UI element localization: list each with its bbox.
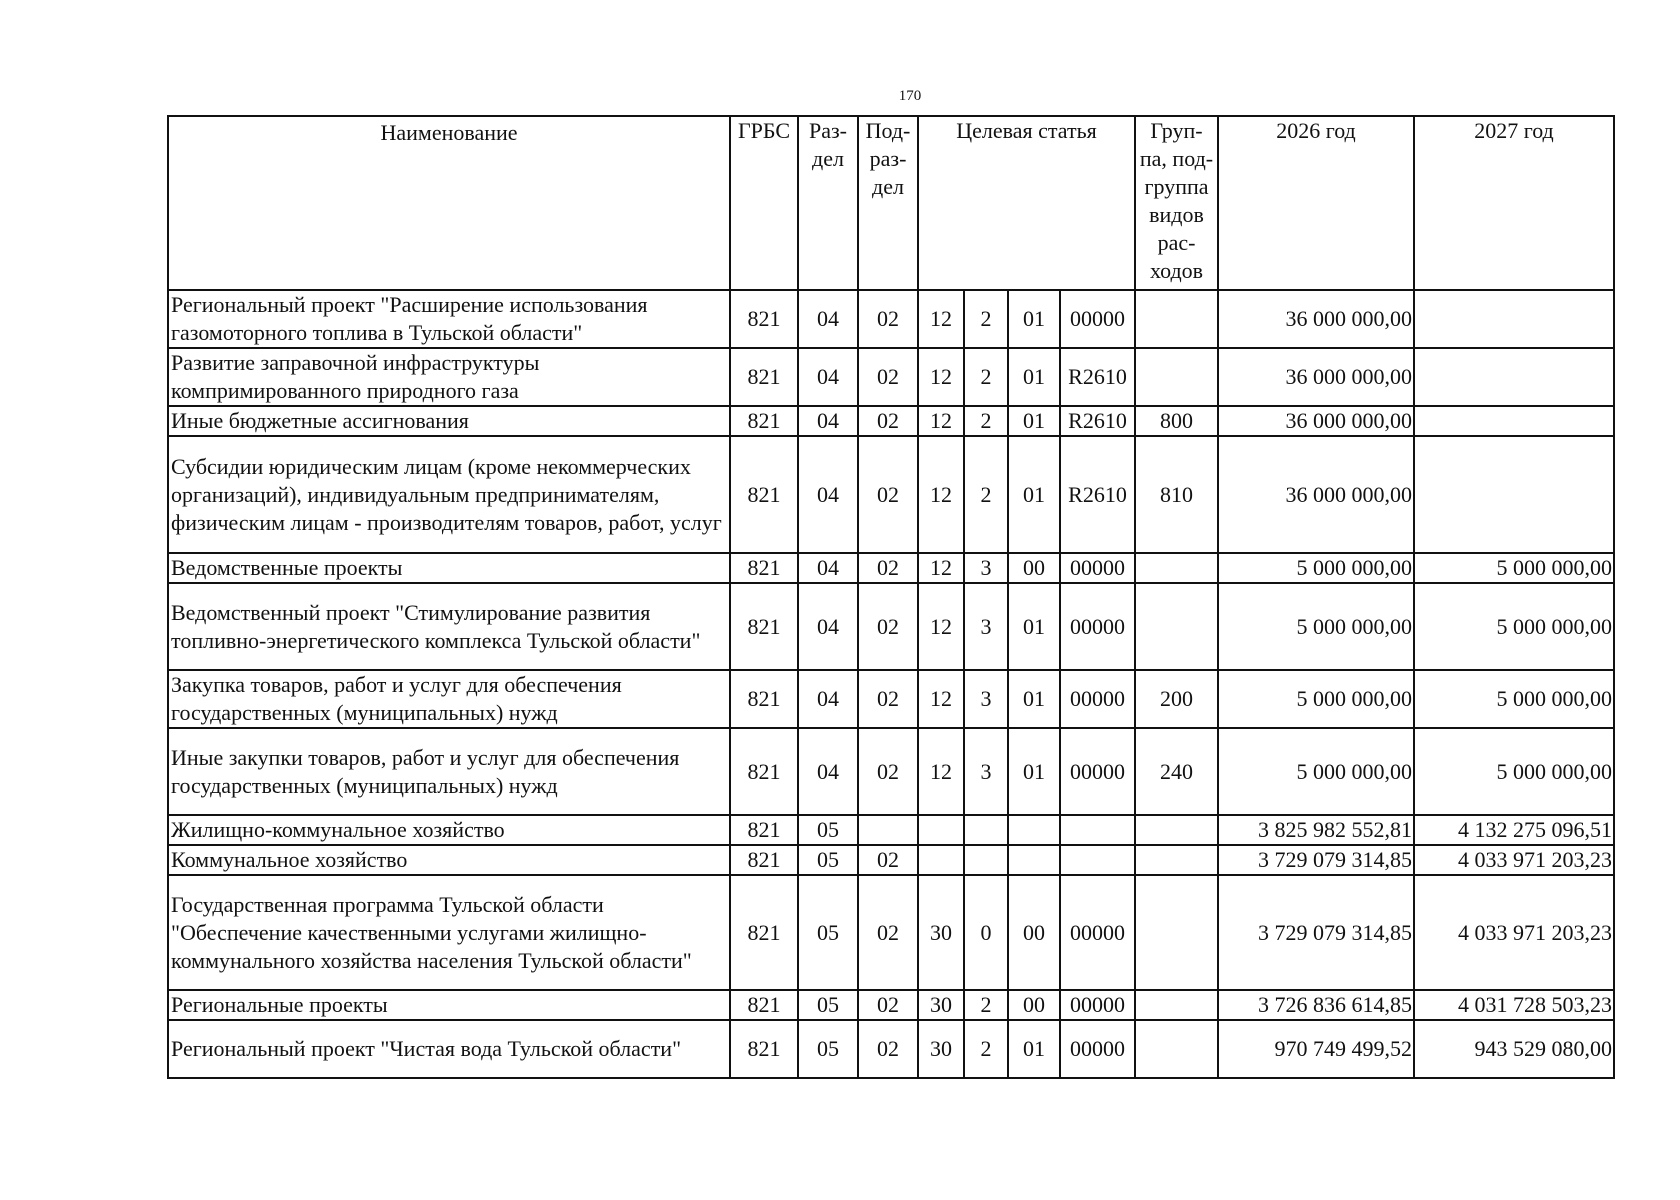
table-row [168, 815, 1614, 845]
row-target-program: 30 [918, 875, 964, 990]
row-target-subprogram: 01 [1008, 406, 1060, 436]
row-target-direction: 00000 [1060, 583, 1135, 670]
row-expense-group [1135, 875, 1218, 990]
table-row [168, 553, 1614, 583]
row-target-subprogram: 01 [1008, 1020, 1060, 1078]
row-target-subprogram: 01 [1008, 348, 1060, 406]
row-amount-2027: 4 033 971 203,23 [1414, 845, 1614, 875]
row-target-subprogram: 00 [1008, 875, 1060, 990]
row-amount-2027: 5 000 000,00 [1414, 583, 1614, 670]
row-razdel: 05 [798, 875, 858, 990]
row-target-type [964, 845, 1008, 875]
row-expense-group [1135, 583, 1218, 670]
row-expense-group: 200 [1135, 670, 1218, 728]
row-name: Жилищно-коммунальное хозяйство [168, 815, 730, 845]
row-razdel: 05 [798, 845, 858, 875]
row-expense-group: 800 [1135, 406, 1218, 436]
row-target-direction: 00000 [1060, 875, 1135, 990]
row-grbs: 821 [730, 583, 798, 670]
row-podrazdel: 02 [858, 1020, 918, 1078]
row-razdel: 05 [798, 815, 858, 845]
row-grbs: 821 [730, 290, 798, 348]
table-body [168, 290, 1614, 1078]
row-target-subprogram: 01 [1008, 728, 1060, 815]
row-target-direction: 00000 [1060, 728, 1135, 815]
row-name: Иные бюджетные ассигнования [168, 406, 730, 436]
row-podrazdel: 02 [858, 348, 918, 406]
row-target-direction: 00000 [1060, 990, 1135, 1020]
row-podrazdel: 02 [858, 728, 918, 815]
row-target-subprogram: 01 [1008, 670, 1060, 728]
row-target-type: 3 [964, 670, 1008, 728]
row-amount-2027: 4 031 728 503,23 [1414, 990, 1614, 1020]
row-target-direction [1060, 845, 1135, 875]
row-name: Иные закупки товаров, работ и услуг для обеспечения государственных (муниципальных) нужд [168, 728, 730, 815]
row-grbs: 821 [730, 728, 798, 815]
row-expense-group [1135, 845, 1218, 875]
row-expense-group [1135, 990, 1218, 1020]
row-amount-2027: 5 000 000,00 [1414, 553, 1614, 583]
row-amount-2027: 5 000 000,00 [1414, 670, 1614, 728]
table-row [168, 670, 1614, 728]
table-row [168, 290, 1614, 348]
row-target-direction: R2610 [1060, 406, 1135, 436]
row-target-program: 12 [918, 583, 964, 670]
row-name: Региональный проект "Расширение использования газомоторного топлива в Тульской области" [168, 290, 730, 348]
header-year-2026: 2026 год [1218, 116, 1414, 290]
row-razdel: 04 [798, 290, 858, 348]
row-grbs: 821 [730, 990, 798, 1020]
row-podrazdel: 02 [858, 670, 918, 728]
row-target-direction [1060, 815, 1135, 845]
row-grbs: 821 [730, 553, 798, 583]
row-razdel: 04 [798, 728, 858, 815]
row-target-program [918, 815, 964, 845]
row-podrazdel: 02 [858, 583, 918, 670]
row-expense-group [1135, 1020, 1218, 1078]
row-amount-2026: 5 000 000,00 [1218, 583, 1414, 670]
row-target-type: 2 [964, 436, 1008, 553]
table-row [168, 348, 1614, 406]
row-razdel: 05 [798, 1020, 858, 1078]
header-podrazdel: Под- раз- дел [858, 116, 918, 290]
row-name: Коммунальное хозяйство [168, 845, 730, 875]
row-amount-2026: 3 729 079 314,85 [1218, 875, 1414, 990]
row-name: Субсидии юридическим лицам (кроме некоммерческих организаций), индивидуальным предпринимателям, физическим лицам - производителям товаров, работ, услуг [168, 436, 730, 553]
row-name: Закупка товаров, работ и услуг для обеспечения государственных (муниципальных) нужд [168, 670, 730, 728]
row-grbs: 821 [730, 670, 798, 728]
row-target-subprogram [1008, 845, 1060, 875]
table-row [168, 436, 1614, 553]
row-target-subprogram: 00 [1008, 990, 1060, 1020]
row-amount-2027: 4 132 275 096,51 [1414, 815, 1614, 845]
row-expense-group [1135, 815, 1218, 845]
header-name: Наименование [168, 116, 730, 290]
row-amount-2026: 5 000 000,00 [1218, 553, 1414, 583]
row-target-subprogram: 01 [1008, 436, 1060, 553]
row-target-subprogram: 01 [1008, 583, 1060, 670]
row-name: Государственная программа Тульской области "Обеспечение качественными услугами жилищно-коммунального хозяйства населения Тульской области" [168, 875, 730, 990]
row-amount-2027: 5 000 000,00 [1414, 728, 1614, 815]
row-target-type: 3 [964, 728, 1008, 815]
row-amount-2027 [1414, 290, 1614, 348]
row-grbs: 821 [730, 348, 798, 406]
header-razdel: Раз- дел [798, 116, 858, 290]
row-podrazdel: 02 [858, 875, 918, 990]
table-row [168, 406, 1614, 436]
row-target-subprogram: 00 [1008, 553, 1060, 583]
row-target-subprogram [1008, 815, 1060, 845]
row-target-direction: R2610 [1060, 436, 1135, 553]
row-target-direction: 00000 [1060, 553, 1135, 583]
row-target-type: 0 [964, 875, 1008, 990]
row-razdel: 04 [798, 406, 858, 436]
row-podrazdel: 02 [858, 845, 918, 875]
row-razdel: 04 [798, 670, 858, 728]
row-podrazdel: 02 [858, 290, 918, 348]
table-row [168, 583, 1614, 670]
row-amount-2026: 3 825 982 552,81 [1218, 815, 1414, 845]
row-amount-2026: 5 000 000,00 [1218, 728, 1414, 815]
row-target-type: 3 [964, 553, 1008, 583]
row-target-program: 12 [918, 348, 964, 406]
row-expense-group [1135, 348, 1218, 406]
row-name: Региональные проекты [168, 990, 730, 1020]
row-grbs: 821 [730, 815, 798, 845]
row-target-program: 12 [918, 553, 964, 583]
row-expense-group: 810 [1135, 436, 1218, 553]
row-podrazdel: 02 [858, 553, 918, 583]
row-podrazdel: 02 [858, 436, 918, 553]
row-grbs: 821 [730, 875, 798, 990]
row-target-type: 2 [964, 406, 1008, 436]
row-name: Региональный проект "Чистая вода Тульской области" [168, 1020, 730, 1078]
row-amount-2026: 36 000 000,00 [1218, 406, 1414, 436]
row-podrazdel: 02 [858, 990, 918, 1020]
row-target-direction: 00000 [1060, 670, 1135, 728]
table-row [168, 845, 1614, 875]
header-year-2027: 2027 год [1414, 116, 1614, 290]
row-grbs: 821 [730, 436, 798, 553]
row-target-direction: 00000 [1060, 1020, 1135, 1078]
row-podrazdel: 02 [858, 406, 918, 436]
row-razdel: 04 [798, 553, 858, 583]
row-razdel: 04 [798, 436, 858, 553]
row-grbs: 821 [730, 406, 798, 436]
row-amount-2026: 36 000 000,00 [1218, 348, 1414, 406]
row-amount-2026: 36 000 000,00 [1218, 436, 1414, 553]
row-amount-2027 [1414, 406, 1614, 436]
row-target-program: 12 [918, 728, 964, 815]
row-expense-group: 240 [1135, 728, 1218, 815]
row-target-program: 12 [918, 670, 964, 728]
row-grbs: 821 [730, 1020, 798, 1078]
row-target-program: 12 [918, 436, 964, 553]
row-target-program: 30 [918, 1020, 964, 1078]
row-amount-2026: 3 729 079 314,85 [1218, 845, 1414, 875]
row-amount-2026: 970 749 499,52 [1218, 1020, 1414, 1078]
row-amount-2027 [1414, 348, 1614, 406]
table-row [168, 875, 1614, 990]
row-expense-group [1135, 290, 1218, 348]
page-number: 170 [898, 88, 922, 104]
row-amount-2027: 4 033 971 203,23 [1414, 875, 1614, 990]
row-target-program: 12 [918, 406, 964, 436]
row-target-program: 30 [918, 990, 964, 1020]
table-row [168, 728, 1614, 815]
row-amount-2027: 943 529 080,00 [1414, 1020, 1614, 1078]
table-row [168, 1020, 1614, 1078]
row-target-program: 12 [918, 290, 964, 348]
header-expense-group: Груп- па, под- группа видов рас- ходов [1135, 116, 1218, 290]
row-target-type [964, 815, 1008, 845]
row-podrazdel [858, 815, 918, 845]
table-header [168, 116, 1614, 290]
row-name: Развитие заправочной инфраструктуры компримированного природного газа [168, 348, 730, 406]
row-target-type: 2 [964, 290, 1008, 348]
row-razdel: 05 [798, 990, 858, 1020]
row-target-direction: 00000 [1060, 290, 1135, 348]
row-name: Ведомственные проекты [168, 553, 730, 583]
row-name: Ведомственный проект "Стимулирование развития топливно-энергетического комплекса Тульской области" [168, 583, 730, 670]
row-amount-2026: 36 000 000,00 [1218, 290, 1414, 348]
header-grbs: ГРБС [730, 116, 798, 290]
row-grbs: 821 [730, 845, 798, 875]
row-target-subprogram: 01 [1008, 290, 1060, 348]
row-amount-2027 [1414, 436, 1614, 553]
row-razdel: 04 [798, 348, 858, 406]
table-row [168, 990, 1614, 1020]
row-target-direction: R2610 [1060, 348, 1135, 406]
row-target-type: 2 [964, 1020, 1008, 1078]
row-amount-2026: 5 000 000,00 [1218, 670, 1414, 728]
row-expense-group [1135, 553, 1218, 583]
budget-table [167, 115, 1615, 1079]
row-target-type: 3 [964, 583, 1008, 670]
row-target-type: 2 [964, 990, 1008, 1020]
row-target-type: 2 [964, 348, 1008, 406]
header-target-article: Целевая статья [918, 116, 1135, 290]
row-target-program [918, 845, 964, 875]
row-amount-2026: 3 726 836 614,85 [1218, 990, 1414, 1020]
row-razdel: 04 [798, 583, 858, 670]
